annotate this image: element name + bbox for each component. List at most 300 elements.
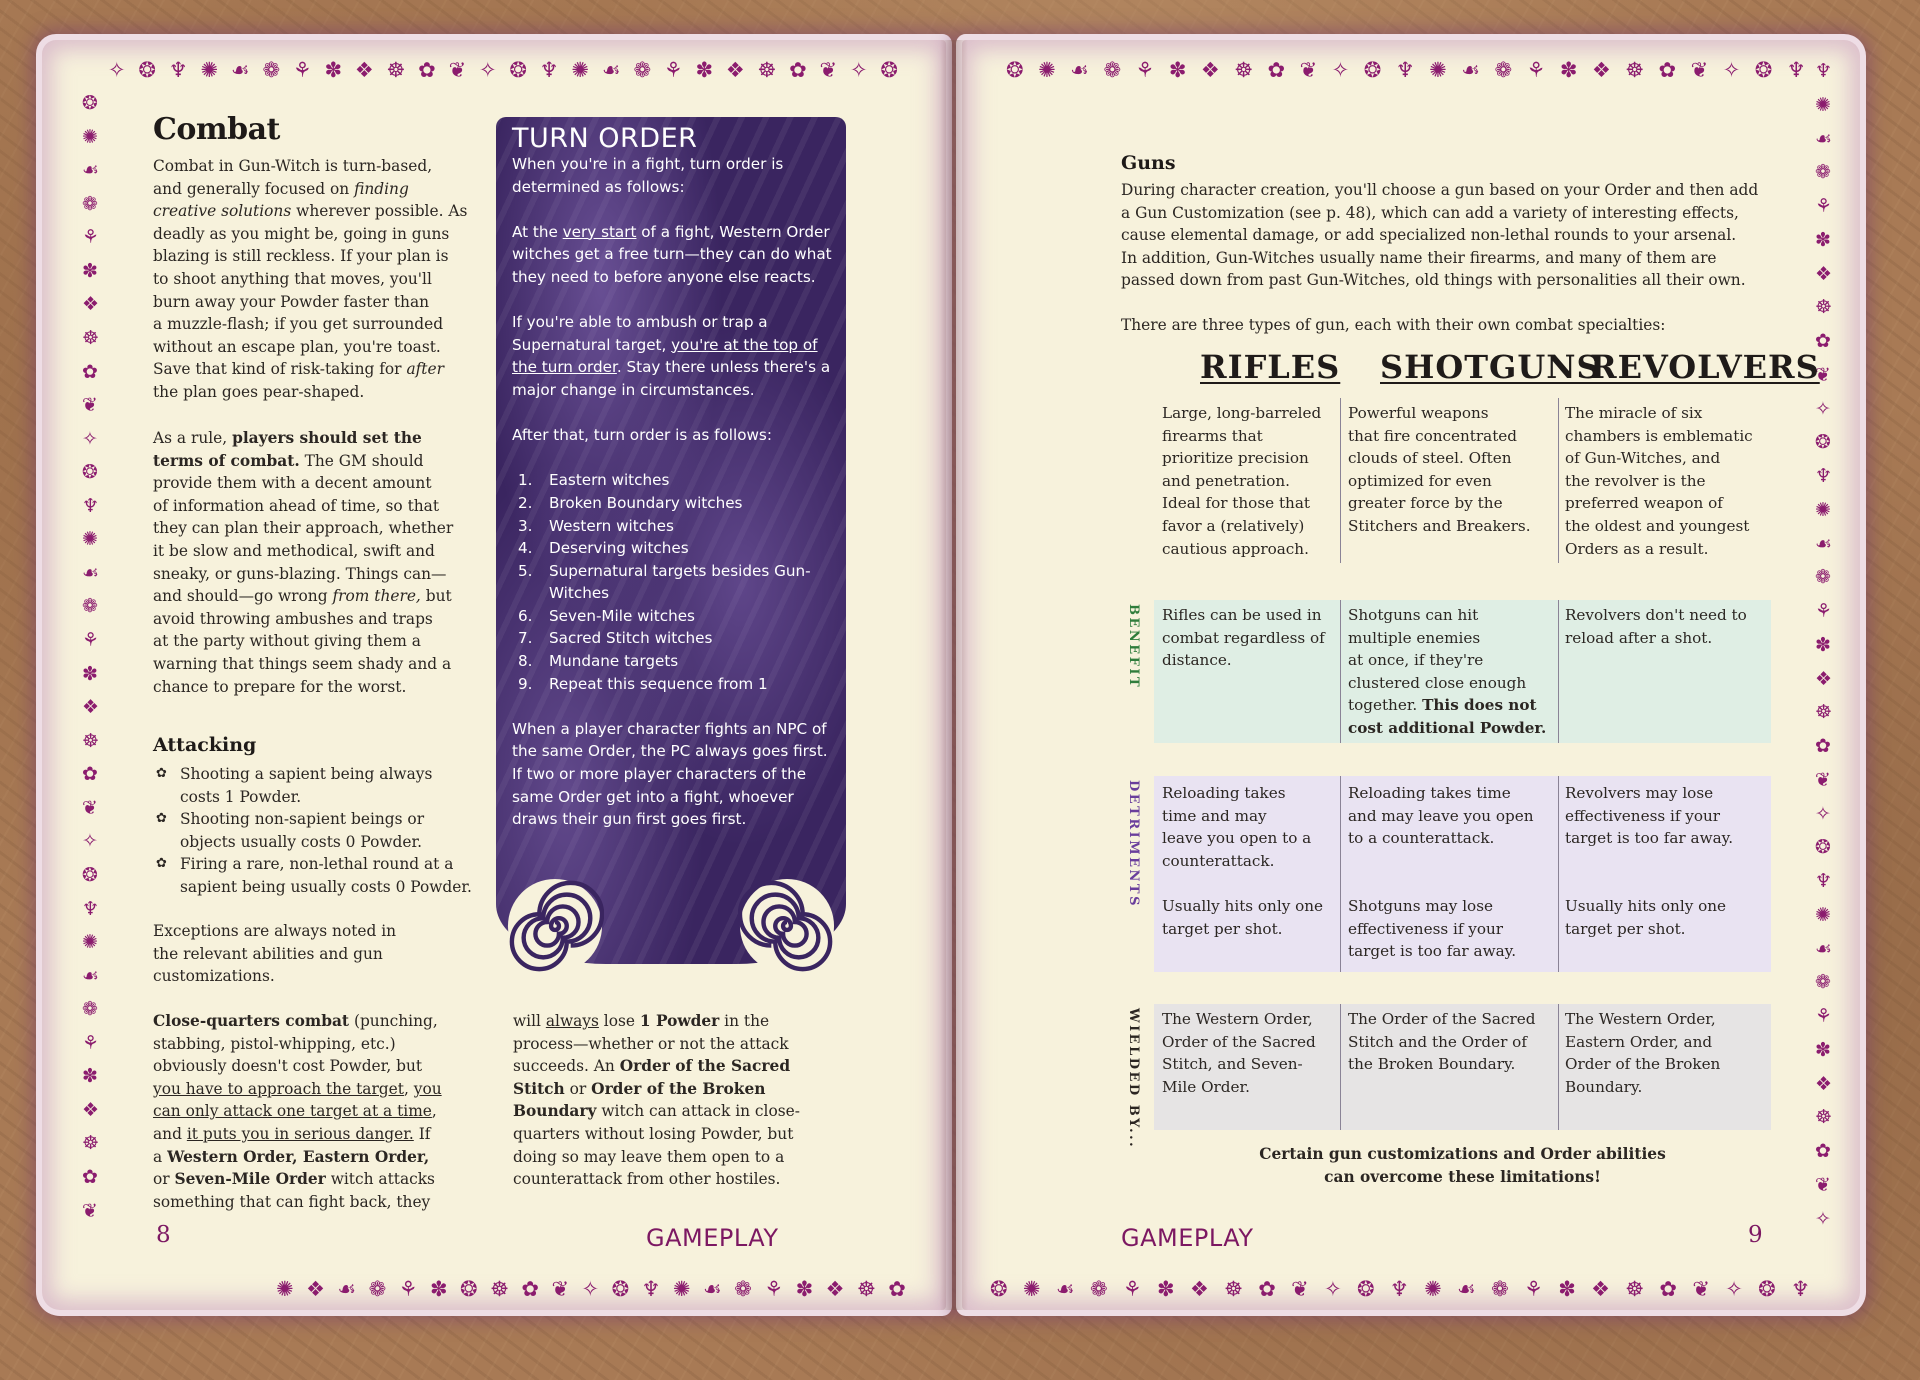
text-line: and should—go wrong from there, but	[153, 587, 452, 606]
text-line: will always lose 1 Powder in the	[513, 1012, 770, 1030]
text-line: at once, if they're	[1348, 651, 1484, 670]
text-line: During character creation, you'll choose a gun based on your Order and then add	[1121, 181, 1759, 199]
ornament-icon: ✽	[1559, 58, 1578, 82]
turn-order-paragraph: At the very start of a fight, Western Order witches get a free turn—they can do what they need to before anyone else reacts.	[512, 222, 832, 286]
revolvers-detriment-1	[1565, 782, 1775, 850]
ornament-icon: ✽	[324, 58, 343, 82]
text-line: Stitchers and Breakers.	[1348, 516, 1531, 535]
text-line: and penetration.	[1162, 471, 1290, 490]
ornament-icon: ✧	[108, 58, 126, 82]
column-divider	[1558, 398, 1559, 563]
text-line: cause elemental damage, or add specialized non-lethal rounds to your arsenal.	[1121, 226, 1737, 245]
text-line: customizations.	[153, 967, 275, 986]
ornament-icon: ✺	[1815, 498, 1831, 521]
text-line: optimized for even	[1348, 471, 1492, 490]
ornament-icon: ❂	[1006, 58, 1024, 82]
text-line: a Western Order, Eastern Order,	[153, 1147, 430, 1166]
text-line: Orders as a result.	[1565, 539, 1709, 558]
attacking-bullet-list	[153, 763, 483, 899]
ornament-icon: ✽	[1815, 1038, 1831, 1061]
ornament-icon: ⚘	[1524, 1277, 1543, 1301]
text-line: combat regardless of	[1162, 628, 1325, 647]
text-line: at the party without giving them a	[153, 632, 421, 651]
ornament-icon: ✽	[695, 58, 714, 82]
ornament-icon: ❁	[1815, 971, 1831, 994]
turn-order-list	[512, 469, 838, 695]
ornament-icon: ❖	[1200, 58, 1220, 82]
ornament-icon: ✽	[1168, 58, 1187, 82]
text-line: preferred weapon of	[1565, 494, 1723, 513]
ornament-icon: ❖	[725, 58, 745, 82]
text-line: The Western Order,	[1565, 1010, 1716, 1028]
text-line: Shooting a sapient being always	[180, 765, 433, 783]
text-line: sneaky, or guns-blazing. Things can—	[153, 564, 447, 583]
ornament-icon: ⚘	[82, 226, 100, 249]
text-line: creative solutions wherever possible. As	[153, 202, 468, 221]
combat-intro	[153, 155, 473, 404]
ornament-icon: ✽	[795, 1277, 814, 1301]
ornament-icon: ✧	[1331, 58, 1350, 82]
text-line: The Order of the Sacred	[1348, 1010, 1536, 1028]
ornament-icon: ✽	[1157, 1277, 1175, 1301]
ornament-icon: ✧	[1722, 58, 1741, 82]
ornament-icon: ✿	[1815, 1140, 1831, 1162]
ornament-icon: ✺	[82, 125, 98, 148]
ornament-icon: ✽	[1558, 1277, 1576, 1301]
ornament-icon: ❦	[82, 1199, 98, 1222]
guns-intro	[1121, 179, 1801, 292]
text-line: The Western Order,	[1162, 1010, 1313, 1028]
ornament-icon: ❦	[82, 394, 98, 417]
revolvers-wielded-by	[1565, 1008, 1775, 1098]
ornament-icon: ❦	[82, 796, 98, 819]
ornament-icon: ⚘	[1122, 1277, 1142, 1301]
ornament-icon: ✽	[429, 1277, 448, 1301]
text-line: obviously doesn't cost Powder, but	[153, 1057, 423, 1076]
text-line: effectiveness if your	[1348, 919, 1504, 938]
combat-rule-paragraph	[153, 427, 473, 698]
ornament-icon: ❁	[633, 58, 652, 82]
ornament-icon: ⚘	[1815, 600, 1833, 622]
ornament-icon: ❂	[1815, 431, 1831, 454]
ornament-icon: ✧	[1725, 1277, 1743, 1301]
text-line: Firing a rare, non-lethal round at a	[180, 855, 454, 874]
exceptions-paragraph	[153, 920, 473, 988]
list-text: Eastern witches	[549, 471, 670, 490]
rifles-wielded-by	[1162, 1008, 1337, 1098]
ornament-icon: ☸	[82, 326, 100, 349]
list-number: 9.	[518, 674, 533, 693]
flower-bullet-icon: ✿	[156, 811, 167, 827]
text-line: warning that things seem shady and a	[153, 654, 452, 673]
text-line: to shoot anything that moves, you'll	[153, 269, 432, 288]
ornament-icon: ❖	[1815, 1072, 1833, 1095]
text-line: Eastern Order, and	[1565, 1032, 1713, 1051]
text-line: effectiveness if your	[1565, 806, 1721, 825]
text-line: the oldest and youngest	[1565, 516, 1750, 535]
text-line: Usually hits only one	[1565, 897, 1727, 915]
column-divider	[1340, 398, 1341, 563]
ornament-icon: ✧	[82, 830, 98, 853]
close-quarters-paragraph	[153, 1010, 483, 1213]
text-line: Boundary witch can attack in close-	[513, 1102, 800, 1121]
list-number: 5.	[518, 561, 533, 580]
text-line: the relevant abilities and gun	[153, 944, 383, 963]
text-line: reload after a shot.	[1565, 628, 1713, 647]
list-item	[512, 673, 838, 696]
right-bottom-ornament-border	[990, 1277, 1810, 1301]
ornament-icon: ❁	[262, 58, 281, 82]
left-top-ornament-border	[108, 58, 898, 82]
ornament-icon: ✺	[1022, 1277, 1041, 1301]
revolvers-description	[1565, 402, 1775, 560]
ornament-icon: ☙	[1815, 532, 1833, 555]
text-line: counterattack.	[1162, 851, 1275, 870]
shotguns-description	[1348, 402, 1558, 538]
list-text: Seven-Mile witches	[549, 606, 695, 625]
column-divider	[1340, 600, 1341, 743]
combat-heading: Combat	[153, 112, 280, 147]
text-line: Reloading takes time	[1348, 784, 1511, 802]
ornament-icon: ♆	[641, 1277, 661, 1301]
ornament-icon: ✧	[82, 427, 98, 450]
ornament-icon: ☸	[1234, 58, 1254, 82]
text-line: counterattack from other hostiles.	[513, 1170, 781, 1189]
ornament-icon: ❁	[1103, 58, 1122, 82]
ornament-icon: ☸	[82, 1132, 100, 1155]
flower-bullet-icon: ✿	[156, 766, 167, 781]
ornament-icon: ✽	[82, 662, 98, 685]
ornament-icon: ❖	[82, 293, 100, 316]
ornament-icon: ✧	[478, 58, 497, 82]
ornament-icon: ☸	[490, 1277, 509, 1301]
text-line: something that can fight back, they	[153, 1192, 431, 1211]
list-item	[512, 537, 838, 560]
text-line: objects usually costs 0 Powder.	[180, 832, 423, 851]
text-line: the revolver is the	[1565, 471, 1706, 490]
shotguns-benefit	[1348, 604, 1558, 740]
text-line: target per shot.	[1162, 919, 1283, 938]
ornament-icon: ☸	[1815, 1106, 1833, 1129]
text-line: deadly as you might be, going in guns	[153, 224, 450, 243]
text-line: provide them with a decent amount	[153, 474, 432, 493]
text-line: the plan goes pear-shaped.	[153, 382, 365, 401]
ornament-icon: ❂	[82, 461, 98, 484]
list-item	[512, 469, 838, 492]
list-number: 2.	[518, 493, 533, 512]
turn-order-sidebar	[496, 117, 846, 964]
ornament-icon: ❂	[509, 58, 527, 82]
ornament-icon: ✧	[1324, 1277, 1342, 1301]
ornament-icon: ✿	[1815, 330, 1831, 352]
ornament-icon: ♆	[82, 897, 100, 920]
text-line: together. This does not	[1348, 696, 1537, 715]
ornament-icon: ☸	[757, 58, 777, 82]
ornament-icon: ❂	[1357, 1277, 1375, 1301]
text-line: doing so may leave them open to a	[513, 1147, 785, 1166]
ornament-icon: ❁	[1494, 58, 1513, 82]
ornament-icon: ☙	[1815, 127, 1833, 150]
ornament-icon: ☙	[702, 1277, 722, 1301]
right-side-ornament-border	[1815, 60, 1832, 1230]
text-line: blazing is still reckless. If your plan is	[153, 247, 449, 266]
ornament-icon: ⚘	[82, 1031, 100, 1054]
limitations-note	[1154, 1143, 1771, 1188]
text-line: target is too far away.	[1348, 942, 1517, 961]
text-line: Usually hits only one	[1162, 897, 1324, 915]
text-line: Shotguns can hit	[1348, 606, 1479, 624]
text-line: clustered close enough	[1348, 673, 1527, 692]
ornament-icon: ⚘	[1815, 1005, 1833, 1027]
ornament-icon: ❁	[1491, 1277, 1509, 1301]
text-line: sapient being usually costs 0 Powder.	[180, 877, 472, 896]
ornament-icon: ❖	[1815, 262, 1833, 285]
text-line: of Gun-Witches, and	[1565, 449, 1721, 468]
column-divider	[1340, 1004, 1341, 1130]
bullet-item	[153, 763, 483, 808]
shotguns-wielded-by	[1348, 1008, 1558, 1076]
text-line: Rifles can be used in	[1162, 606, 1322, 624]
flower-bullet-icon: ✿	[156, 856, 167, 872]
list-text: Repeat this sequence from 1	[549, 674, 768, 693]
page-number-right: 9	[1748, 1222, 1763, 1248]
ornament-icon: ❖	[354, 58, 374, 82]
ornament-icon: ☙	[1070, 58, 1089, 82]
text-line: a Gun Customization (see p. 48), which can add a variety of interesting effects,	[1121, 203, 1739, 222]
list-item	[512, 560, 838, 605]
text-line: quarters without losing Powder, but	[513, 1124, 794, 1143]
text-line: chance to prepare for the worst.	[153, 677, 407, 696]
text-line: Stitch and the Order of	[1348, 1032, 1527, 1051]
text-line: Large, long-barreled	[1162, 404, 1322, 422]
ornament-icon: ✺	[571, 58, 590, 82]
ornament-icon: ☙	[82, 561, 100, 584]
ornament-icon: ❂	[1754, 58, 1773, 82]
ornament-icon: ☙	[337, 1277, 357, 1301]
book-gutter	[940, 40, 968, 1310]
right-top-ornament-border	[1006, 58, 1806, 82]
ornament-icon: ♆	[1791, 1277, 1810, 1301]
ornament-icon: ❂	[1815, 836, 1831, 859]
bullet-item	[153, 808, 483, 853]
ornament-icon: ♆	[168, 58, 188, 82]
ornament-icon: ⚘	[1135, 58, 1155, 82]
spiral-icon	[506, 877, 604, 975]
text-line: Close-quarters combat (punching,	[153, 1012, 438, 1030]
text-line: Mile Order.	[1162, 1077, 1250, 1096]
ornament-icon: ☸	[1625, 58, 1645, 82]
ornament-icon: ⚘	[82, 629, 100, 651]
list-text: Mundane targets	[549, 652, 679, 671]
text-line: Reloading takes	[1162, 784, 1286, 802]
wielded-row-label: WIELDED BY...	[1126, 1008, 1141, 1150]
ornament-icon: ❦	[819, 58, 838, 82]
turn-order-body	[512, 153, 838, 853]
text-line: leave you open to a	[1162, 829, 1312, 848]
text-line: cautious approach.	[1162, 539, 1309, 558]
ornament-icon: ❂	[460, 1277, 478, 1301]
ornament-icon: ☙	[230, 58, 250, 82]
ornament-icon: ❁	[368, 1277, 387, 1301]
shotguns-detriment-1	[1348, 782, 1558, 850]
text-line: multiple enemies	[1348, 628, 1481, 647]
footer-gameplay-right: GAMEPLAY	[1121, 1224, 1254, 1252]
text-line: favor a (relatively)	[1162, 516, 1305, 535]
text-line: can overcome these limitations!	[1324, 1167, 1601, 1186]
turn-order-title: TURN ORDER	[512, 123, 698, 154]
text-line: prioritize precision	[1162, 449, 1309, 468]
text-line: Shooting non-sapient beings or	[180, 810, 425, 829]
ornament-icon: ❦	[1815, 1173, 1831, 1196]
text-line: target per shot.	[1565, 919, 1686, 938]
ornament-icon: ❂	[82, 863, 98, 886]
ornament-icon: ⚘	[398, 1277, 418, 1301]
ornament-icon: ❦	[1690, 58, 1709, 82]
ornament-icon: ❂	[1758, 1277, 1776, 1301]
list-number: 1.	[518, 471, 533, 490]
list-item	[512, 627, 838, 650]
ornament-icon: ❦	[1815, 363, 1831, 386]
revolvers-detriment-2	[1565, 895, 1775, 940]
ornament-icon: ☙	[82, 964, 100, 987]
ornament-icon: ✿	[82, 763, 98, 786]
list-number: 4.	[518, 539, 533, 558]
ornament-icon: ☸	[1815, 296, 1833, 319]
ornament-icon: ❁	[1815, 161, 1831, 184]
text-line: to a counterattack.	[1348, 829, 1495, 848]
turn-order-paragraph: When a player character fights an NPC of the same Order, the PC always goes first. If two or more player characters of the same Order get into a fight, whoever draws their gun first goes first.	[512, 719, 828, 829]
text-line: Exceptions are always noted in	[153, 922, 397, 940]
text-line: the Broken Boundary.	[1348, 1055, 1516, 1074]
ornament-icon: ♆	[1786, 58, 1806, 82]
ornament-icon: ❖	[82, 1098, 100, 1121]
text-line: of information ahead of time, so that	[153, 496, 440, 515]
ornament-icon: ❂	[611, 1277, 630, 1301]
ornament-icon: ✺	[1038, 58, 1056, 82]
ornament-icon: ☸	[386, 58, 406, 82]
ornament-icon: ☸	[1815, 701, 1833, 724]
close-quarters-continued	[513, 1010, 843, 1191]
list-item	[512, 605, 838, 628]
column-divider	[1558, 776, 1559, 972]
ornament-icon: ✺	[276, 1277, 294, 1301]
ornament-icon: ❂	[1363, 58, 1382, 82]
ornament-icon: ♆	[1389, 1277, 1409, 1301]
ornament-icon: ✿	[82, 360, 98, 383]
text-line: Stitch, and Seven-	[1162, 1055, 1303, 1074]
ornament-icon: ✿	[418, 58, 436, 82]
ornament-icon: ✿	[1815, 735, 1831, 757]
revolvers-heading: REVOLVERS	[1590, 348, 1820, 386]
text-line: Order of the Sacred	[1162, 1032, 1316, 1051]
text-line: In addition, Gun-Witches usually name their firearms, and many of them are	[1121, 248, 1717, 267]
ornament-icon: ❁	[82, 595, 98, 618]
ornament-icon: ☸	[1224, 1277, 1243, 1301]
ornament-icon: ❖	[1189, 1277, 1209, 1301]
ornament-icon: ❦	[1299, 58, 1318, 82]
list-number: 8.	[518, 652, 533, 671]
ornament-icon: ♆	[1815, 465, 1833, 487]
ornament-icon: ☙	[1457, 1277, 1476, 1301]
text-line: avoid throwing ambushes and traps	[153, 609, 433, 628]
ornament-icon: ✧	[1815, 397, 1831, 420]
ornament-icon: ❁	[1815, 566, 1831, 589]
shotguns-detriment-2	[1348, 895, 1558, 963]
ornament-icon: ✿	[1267, 58, 1286, 82]
turn-order-paragraph: When you're in a fight, turn order is determined as follows:	[512, 155, 784, 196]
footer-gameplay-left: GAMEPLAY	[646, 1224, 779, 1252]
ornament-icon: ☸	[82, 729, 100, 752]
ornament-icon: ✺	[1815, 903, 1831, 926]
benefit-row-label: BENEFIT	[1126, 604, 1141, 690]
text-line: greater force by the	[1348, 494, 1503, 513]
text-line: Powerful weapons	[1348, 404, 1489, 422]
page-number-left: 8	[156, 1222, 171, 1248]
list-item	[512, 492, 838, 515]
text-line: distance.	[1162, 651, 1232, 670]
ornament-icon: ❁	[1089, 1277, 1108, 1301]
ornament-icon: ⚘	[1815, 195, 1833, 217]
text-line: and may leave you open	[1348, 806, 1534, 825]
rifles-description	[1162, 402, 1337, 560]
turn-order-paragraph: If you're able to ambush or trap a Supernatural target, you're at the top of the turn order. Stay there unless there's a major change in circumstances.	[512, 313, 831, 399]
ornament-icon: ✧	[1815, 1207, 1831, 1230]
revolvers-benefit	[1565, 604, 1775, 649]
list-number: 6.	[518, 606, 533, 625]
shotguns-heading: SHOTGUNS	[1380, 348, 1601, 386]
rifles-benefit	[1162, 604, 1337, 672]
ornament-icon: ✿	[1658, 58, 1677, 82]
ornament-icon: ♆	[82, 494, 100, 517]
ornament-icon: ❖	[825, 1277, 845, 1301]
ornament-icon: ❂	[138, 58, 157, 82]
ornament-icon: ♆	[539, 58, 559, 82]
detriments-row-label: DETRIMENTS	[1126, 780, 1141, 908]
ornament-icon: ☙	[1055, 1277, 1075, 1301]
text-line: process—whether or not the attack	[513, 1034, 789, 1053]
rifles-detriment-1	[1162, 782, 1337, 872]
turn-order-paragraph: After that, turn order is as follows:	[512, 426, 772, 445]
ornament-icon: ✿	[82, 1166, 98, 1188]
text-line: Stitch or Order of the Broken	[513, 1079, 766, 1098]
text-line: a muzzle-flash; if you get surrounded	[153, 315, 444, 334]
guns-heading: Guns	[1121, 152, 1176, 174]
ornament-icon: ☸	[1625, 1277, 1645, 1301]
text-line: burn away your Powder faster than	[153, 292, 430, 311]
list-number: 3.	[518, 516, 533, 535]
ornament-icon: ⚘	[1526, 58, 1546, 82]
list-text: Supernatural targets besides Gun-Witches	[549, 561, 811, 603]
text-line: Revolvers may lose	[1565, 784, 1714, 802]
text-line: Order of the Broken	[1565, 1055, 1721, 1074]
ornament-icon: ❖	[1591, 58, 1611, 82]
ornament-icon: ☙	[1461, 58, 1481, 82]
list-text: Broken Boundary witches	[549, 493, 743, 512]
ornament-icon: ♆	[1815, 870, 1833, 892]
ornament-icon: ♆	[1815, 60, 1833, 82]
ornament-icon: ✧	[1815, 802, 1831, 825]
text-line: or Seven-Mile Order witch attacks	[153, 1170, 435, 1189]
ornament-icon: ❖	[82, 696, 100, 719]
ornament-icon: ❂	[880, 58, 898, 82]
ornament-icon: ❖	[1591, 1277, 1610, 1301]
ornament-icon: ✺	[82, 528, 98, 551]
list-text: Deserving witches	[549, 539, 689, 558]
ornament-icon: ⚘	[292, 58, 312, 82]
ornament-icon: ✽	[82, 259, 98, 282]
text-line: passed down from past Gun-Witches, old things with personalities all their own.	[1121, 271, 1746, 290]
ornament-icon: ✺	[1429, 58, 1447, 82]
